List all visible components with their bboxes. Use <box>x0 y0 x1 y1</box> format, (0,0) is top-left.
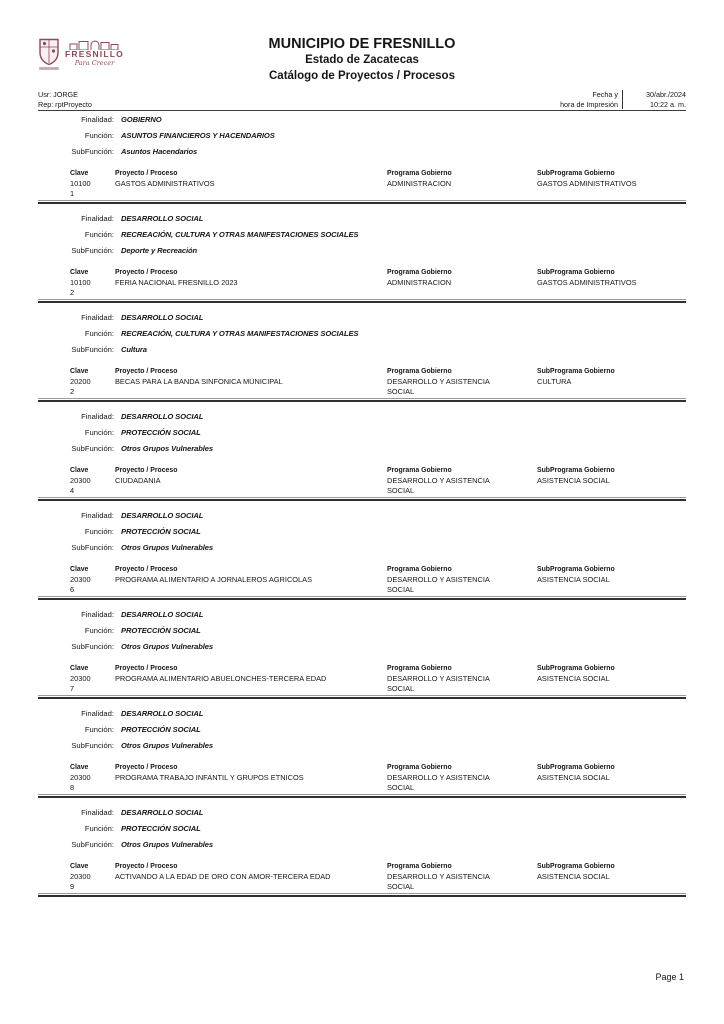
cell-clave <box>70 773 115 792</box>
print-datetime-label: Fecha y hora de Impresión <box>560 90 618 109</box>
section-divider <box>38 695 686 699</box>
clave-value: 20300 <box>70 476 91 485</box>
col-header-programa: Programa Gobierno <box>387 566 452 573</box>
funcion-value: PROTECCIÓN SOCIAL <box>121 428 201 437</box>
cell-clave <box>70 674 115 693</box>
col-header-proyecto: Proyecto / Proceso <box>115 467 178 474</box>
col-header-programa: Programa Gobierno <box>387 665 452 672</box>
finalidad-row <box>38 709 686 719</box>
cell-subprograma: ASISTENCIA SOCIAL <box>537 674 610 683</box>
finalidad-value: DESARROLLO SOCIAL <box>121 610 204 619</box>
clave-value: 20300 <box>70 773 91 782</box>
subfuncion-value: Otros Grupos Vulnerables <box>121 741 213 750</box>
finalidad-label: Finalidad: <box>81 214 114 223</box>
cell-programa: DESARROLLO Y ASISTENCIA SOCIAL <box>387 476 490 495</box>
cell-subprograma: ASISTENCIA SOCIAL <box>537 575 610 584</box>
section-divider <box>38 200 686 204</box>
cell-proyecto: ACTIVANDO A LA EDAD DE ORO CON AMOR-TERCERA EDAD <box>115 872 331 881</box>
subfuncion-value: Asuntos Hacendarios <box>121 147 198 156</box>
subfuncion-row <box>38 345 686 355</box>
col-header-proyecto: Proyecto / Proceso <box>115 764 178 771</box>
cell-proyecto: BECAS PARA LA BANDA SINFONICA MUNICIPAL <box>115 377 283 386</box>
subfuncion-label: SubFunción: <box>71 642 114 651</box>
funcion-row <box>38 428 686 438</box>
page-title: MUNICIPIO DE FRESNILLO <box>268 36 456 52</box>
section-divider <box>38 596 686 600</box>
finalidad-value: DESARROLLO SOCIAL <box>121 214 204 223</box>
clave-consecutivo: 1 <box>70 188 75 198</box>
finalidad-label: Finalidad: <box>81 313 114 322</box>
funcion-label: Función: <box>84 725 114 734</box>
catalog-section <box>38 115 686 204</box>
cell-proyecto: PROGRAMA TRABAJO INFANTIL Y GRUPOS ETNICOS <box>115 773 304 782</box>
cell-subprograma: ASISTENCIA SOCIAL <box>537 773 610 782</box>
finalidad-label: Finalidad: <box>81 511 114 520</box>
subfuncion-row <box>38 246 686 256</box>
cell-clave <box>70 377 115 396</box>
funcion-label: Función: <box>84 329 114 338</box>
catalog-sections <box>38 115 686 897</box>
print-datetime-values <box>622 90 686 109</box>
finalidad-value: DESARROLLO SOCIAL <box>121 808 204 817</box>
cell-subprograma: ASISTENCIA SOCIAL <box>537 872 610 881</box>
cell-programa: DESARROLLO Y ASISTENCIA SOCIAL <box>387 773 490 792</box>
cell-subprograma: CULTURA <box>537 377 572 386</box>
col-header-subprograma: SubPrograma Gobierno <box>537 269 615 276</box>
catalog-section <box>38 808 686 897</box>
funcion-row <box>38 824 686 834</box>
col-header-proyecto: Proyecto / Proceso <box>115 170 178 177</box>
funcion-row <box>38 131 686 141</box>
subfuncion-label: SubFunción: <box>71 246 114 255</box>
cell-proyecto: CIUDADANIA <box>115 476 161 485</box>
project-table <box>70 367 686 396</box>
col-header-programa: Programa Gobierno <box>387 170 452 177</box>
subfuncion-row <box>38 543 686 553</box>
subfuncion-label: SubFunción: <box>71 543 114 552</box>
meta-left <box>38 90 92 109</box>
cell-programa: DESARROLLO Y ASISTENCIA SOCIAL <box>387 575 490 594</box>
crest-caption <box>39 67 59 70</box>
cell-proyecto: FERIA NACIONAL FRESNILLO 2023 <box>115 278 238 287</box>
cell-subprograma: ASISTENCIA SOCIAL <box>537 476 610 485</box>
finalidad-label: Finalidad: <box>81 808 114 817</box>
cell-clave <box>70 575 115 594</box>
col-header-subprograma: SubPrograma Gobierno <box>537 170 615 177</box>
funcion-row <box>38 230 686 240</box>
section-divider <box>38 893 686 897</box>
subfuncion-value: Otros Grupos Vulnerables <box>121 840 213 849</box>
cell-clave <box>70 872 115 891</box>
col-header-clave: Clave <box>70 665 89 672</box>
funcion-row <box>38 527 686 537</box>
funcion-value: ASUNTOS FINANCIEROS Y HACENDARIOS <box>121 131 275 140</box>
print-time: 10:22 a. m. <box>650 99 686 109</box>
col-header-clave: Clave <box>70 368 89 375</box>
finalidad-value: DESARROLLO SOCIAL <box>121 511 204 520</box>
funcion-row <box>38 725 686 735</box>
subfuncion-row <box>38 840 686 850</box>
clave-value: 20300 <box>70 575 91 584</box>
project-table <box>70 664 686 693</box>
wordmark-block <box>65 40 124 67</box>
finalidad-row <box>38 313 686 323</box>
clave-consecutivo: 6 <box>70 584 75 594</box>
clave-consecutivo: 4 <box>70 485 75 495</box>
cell-subprograma: GASTOS ADMINISTRATIVOS <box>537 179 637 188</box>
catalog-section <box>38 214 686 303</box>
finalidad-label: Finalidad: <box>81 709 114 718</box>
funcion-value: PROTECCIÓN SOCIAL <box>121 824 201 833</box>
project-table <box>70 466 686 495</box>
col-header-clave: Clave <box>70 764 89 771</box>
funcion-label: Función: <box>84 626 114 635</box>
page-number: Page 1 <box>655 972 684 982</box>
subfuncion-value: Otros Grupos Vulnerables <box>121 444 213 453</box>
subfuncion-label: SubFunción: <box>71 840 114 849</box>
print-datetime <box>560 90 686 109</box>
finalidad-label: Finalidad: <box>81 115 114 124</box>
funcion-label: Función: <box>84 131 114 140</box>
col-header-subprograma: SubPrograma Gobierno <box>537 467 615 474</box>
clave-value: 10100 <box>70 278 91 287</box>
clave-value: 20300 <box>70 872 91 881</box>
subfuncion-value: Otros Grupos Vulnerables <box>121 543 213 552</box>
finalidad-row <box>38 412 686 422</box>
finalidad-label: Finalidad: <box>81 412 114 421</box>
cell-proyecto: GASTOS ADMINISTRATIVOS <box>115 179 215 188</box>
cell-subprograma: GASTOS ADMINISTRATIVOS <box>537 278 637 287</box>
catalog-section <box>38 709 686 798</box>
subfuncion-value: Otros Grupos Vulnerables <box>121 642 213 651</box>
cell-clave <box>70 278 115 297</box>
subfuncion-row <box>38 741 686 751</box>
cell-programa: DESARROLLO Y ASISTENCIA SOCIAL <box>387 872 490 891</box>
col-header-clave: Clave <box>70 863 89 870</box>
municipal-crest-icon <box>38 38 60 66</box>
section-divider <box>38 497 686 501</box>
finalidad-row <box>38 610 686 620</box>
col-header-programa: Programa Gobierno <box>387 863 452 870</box>
subfuncion-value: Deporte y Recreación <box>121 246 198 255</box>
finalidad-row <box>38 214 686 224</box>
col-header-subprograma: SubPrograma Gobierno <box>537 665 615 672</box>
funcion-label: Función: <box>84 824 114 833</box>
subfuncion-row <box>38 444 686 454</box>
print-date: 30/abr./2024 <box>646 90 686 99</box>
col-header-proyecto: Proyecto / Proceso <box>115 665 178 672</box>
subfuncion-label: SubFunción: <box>71 741 114 750</box>
project-table <box>70 862 686 891</box>
subfuncion-label: SubFunción: <box>71 345 114 354</box>
funcion-value: RECREACIÓN, CULTURA Y OTRAS MANIFESTACIONES SOCIALES <box>121 329 359 338</box>
cell-programa: DESARROLLO Y ASISTENCIA SOCIAL <box>387 377 490 396</box>
subfuncion-label: SubFunción: <box>71 444 114 453</box>
col-header-programa: Programa Gobierno <box>387 764 452 771</box>
funcion-label: Función: <box>84 527 114 536</box>
finalidad-row <box>38 511 686 521</box>
clave-value: 10100 <box>70 179 91 188</box>
subfuncion-label: SubFunción: <box>71 147 114 156</box>
meta-row <box>38 90 686 109</box>
crest-block <box>38 38 60 70</box>
report-title: Catálogo de Proyectos / Procesos <box>269 70 455 82</box>
cell-programa: DESARROLLO Y ASISTENCIA SOCIAL <box>387 674 490 693</box>
col-header-subprograma: SubPrograma Gobierno <box>537 863 615 870</box>
funcion-value: RECREACIÓN, CULTURA Y OTRAS MANIFESTACIONES SOCIALES <box>121 230 359 239</box>
col-header-clave: Clave <box>70 269 89 276</box>
title-block <box>38 0 686 83</box>
funcion-value: PROTECCIÓN SOCIAL <box>121 725 201 734</box>
subfuncion-row <box>38 147 686 157</box>
catalog-section <box>38 313 686 402</box>
col-header-proyecto: Proyecto / Proceso <box>115 863 178 870</box>
section-divider <box>38 299 686 303</box>
finalidad-value: DESARROLLO SOCIAL <box>121 412 204 421</box>
project-table <box>70 565 686 594</box>
header-rule <box>38 110 686 111</box>
subfuncion-value: Cultura <box>121 345 147 354</box>
logo-org-name: FRESNILLO <box>65 49 124 59</box>
cell-clave <box>70 476 115 495</box>
finalidad-value: DESARROLLO SOCIAL <box>121 313 204 322</box>
catalog-section <box>38 511 686 600</box>
funcion-value: PROTECCIÓN SOCIAL <box>121 527 201 536</box>
logo-tagline: Para Crecer <box>74 59 115 67</box>
clave-consecutivo: 2 <box>70 287 75 297</box>
col-header-clave: Clave <box>70 566 89 573</box>
funcion-label: Función: <box>84 230 114 239</box>
finalidad-value: DESARROLLO SOCIAL <box>121 709 204 718</box>
funcion-value: PROTECCIÓN SOCIAL <box>121 626 201 635</box>
col-header-programa: Programa Gobierno <box>387 467 452 474</box>
clave-consecutivo: 8 <box>70 782 75 792</box>
municipality-logo <box>38 38 124 70</box>
col-header-subprograma: SubPrograma Gobierno <box>537 764 615 771</box>
col-header-programa: Programa Gobierno <box>387 368 452 375</box>
page-subtitle: Estado de Zacatecas <box>305 54 419 66</box>
cell-programa: ADMINISTRACION <box>387 278 452 287</box>
cell-clave <box>70 179 115 198</box>
funcion-label: Función: <box>84 428 114 437</box>
section-divider <box>38 398 686 402</box>
clave-consecutivo: 9 <box>70 881 75 891</box>
project-table <box>70 169 686 198</box>
clave-consecutivo: 2 <box>70 386 75 396</box>
report-header <box>38 0 686 111</box>
col-header-programa: Programa Gobierno <box>387 269 452 276</box>
finalidad-row <box>38 115 686 125</box>
finalidad-label: Finalidad: <box>81 610 114 619</box>
col-header-proyecto: Proyecto / Proceso <box>115 269 178 276</box>
col-header-subprograma: SubPrograma Gobierno <box>537 566 615 573</box>
funcion-row <box>38 626 686 636</box>
project-table <box>70 763 686 792</box>
cell-proyecto: PROGRAMA ALIMENTARIO A JORNALEROS AGRICOLAS <box>115 575 312 584</box>
catalog-section <box>38 412 686 501</box>
clave-value: 20200 <box>70 377 91 386</box>
col-header-proyecto: Proyecto / Proceso <box>115 368 178 375</box>
catalog-section <box>38 610 686 699</box>
col-header-clave: Clave <box>70 467 89 474</box>
finalidad-row <box>38 808 686 818</box>
col-header-proyecto: Proyecto / Proceso <box>115 566 178 573</box>
funcion-row <box>38 329 686 339</box>
cell-proyecto: PROGRAMA ALIMENTARIO ABUELONCHES-TERCERA EDAD <box>115 674 327 683</box>
subfuncion-row <box>38 642 686 652</box>
project-table <box>70 268 686 297</box>
section-divider <box>38 794 686 798</box>
col-header-subprograma: SubPrograma Gobierno <box>537 368 615 375</box>
clave-consecutivo: 7 <box>70 683 75 693</box>
clave-value: 20300 <box>70 674 91 683</box>
report-line: Rep: rptProyecto <box>38 99 92 109</box>
finalidad-value: GOBIERNO <box>121 115 162 124</box>
user-line: Usr: JORGE <box>38 90 78 99</box>
col-header-clave: Clave <box>70 170 89 177</box>
cell-programa: ADMINISTRACION <box>387 179 452 188</box>
